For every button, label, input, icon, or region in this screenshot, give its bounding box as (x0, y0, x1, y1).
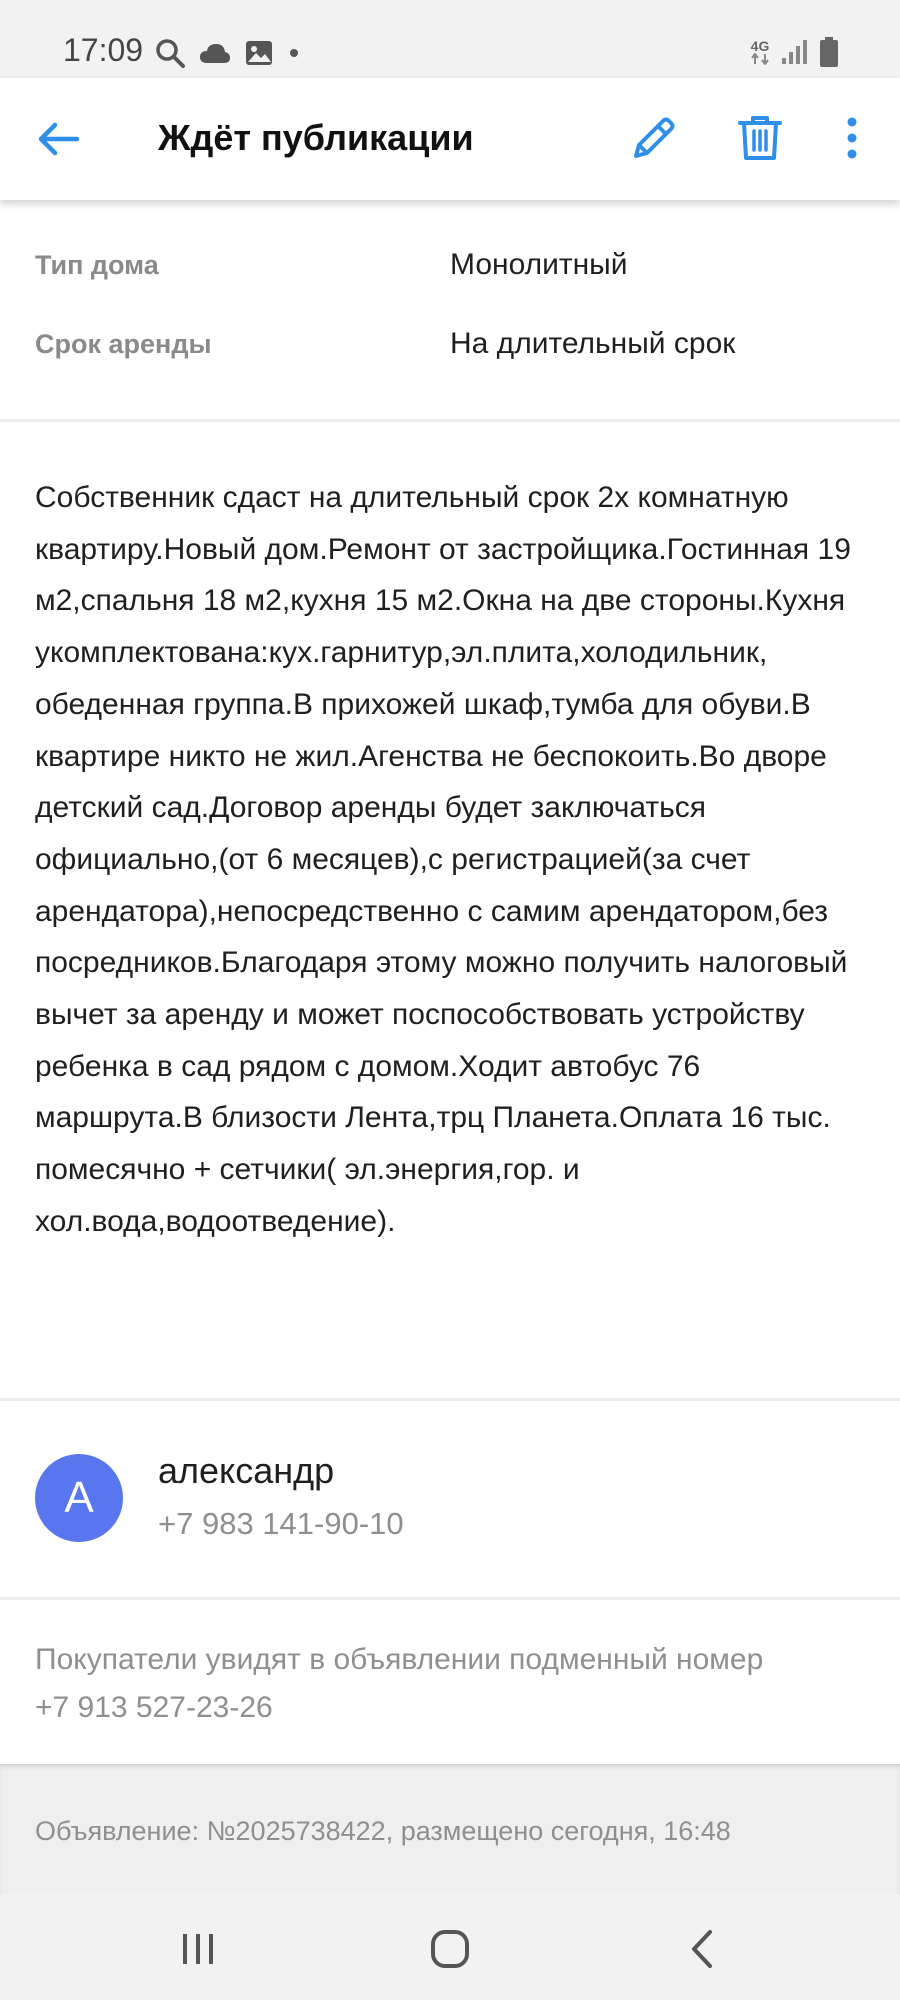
divider (0, 419, 900, 422)
more-options-button[interactable] (834, 110, 870, 166)
network-4g-icon (750, 39, 770, 65)
recent-apps-icon (180, 1932, 216, 1966)
proxy-number-note (35, 1636, 875, 1732)
property-label: Срок аренды (35, 329, 212, 359)
property-value: На длительный срок (450, 327, 736, 360)
proxy-note-text: Покупатели увидят в объявлении подменный номер (35, 1643, 764, 1676)
edit-button[interactable] (626, 110, 682, 166)
arrow-left-icon (37, 121, 79, 157)
back-button[interactable] (30, 111, 86, 167)
contact-phone: +7 983 141-90-10 (158, 1506, 404, 1541)
status-icons-left (155, 38, 301, 68)
listing-footer (0, 1764, 900, 1894)
dot-icon (287, 46, 301, 60)
image-icon (245, 40, 273, 66)
home-button[interactable] (420, 1924, 480, 1974)
listing-id-text: Объявление: №2025738422, размещено сегодня, 16:48 (35, 1816, 731, 1846)
app-bar (0, 78, 900, 200)
property-label: Тип дома (35, 250, 159, 280)
listing-description: Собственник сдаст на длительный срок 2х комнатную квартиру.Новый дом.Ремонт от застройщика.Гостинная 19 м2,спальня 18 м2,кухня 15 м2.Окна на две стороны.Кухня укомплектована:кух.гарнитур,эл.плита,холодильник, обеденная группа.В прихожей шкаф,тумба для обуви.В квартире никто не жил.Агенства не беспокоить.Во дворе детский сад.Договор аренды будет заключаться официально,(от 6 месяцев),с регистрацией(за счет арендатора),непосредственно с самим арендатором,без посредников.Благодаря этому можно получить налоговый вычет за аренду и может поспособствовать устройству ребенка в сад рядом с домом.Ходит автобус 76 маршрута.В близости Лента,трц Планета.Оплата 16 тыс. помесячно + сетчики( эл.энергия,гор. и хол.вода,водоотведение). (35, 481, 851, 1238)
more-vertical-icon (846, 116, 858, 160)
system-nav-bar (0, 1894, 900, 2000)
cloud-icon (199, 41, 231, 65)
pencil-icon (630, 114, 678, 162)
trash-icon (737, 114, 783, 162)
property-row-house-type (0, 238, 900, 298)
property-row-rent-term (0, 317, 900, 377)
contact-card (0, 1402, 900, 1598)
divider (0, 1398, 900, 1401)
contact-name: александр (158, 1450, 335, 1491)
delete-button[interactable] (732, 110, 788, 166)
avatar: А (35, 1454, 123, 1542)
status-bar (0, 0, 900, 78)
home-icon (430, 1929, 470, 1969)
divider (0, 1597, 900, 1600)
search-icon (155, 38, 185, 68)
battery-icon (818, 36, 840, 68)
property-value: Монолитный (450, 248, 628, 281)
chevron-left-icon (688, 1929, 716, 1969)
status-icons-right (750, 36, 840, 68)
proxy-phone-number: +7 913 527-23-26 (35, 1691, 273, 1724)
signal-icon (780, 38, 808, 66)
back-nav-button[interactable] (672, 1924, 732, 1974)
page-title: Ждёт публикации (158, 117, 474, 158)
network-label: 4G (750, 38, 770, 54)
status-time: 17:09 (63, 32, 144, 68)
recent-apps-button[interactable] (168, 1924, 228, 1974)
